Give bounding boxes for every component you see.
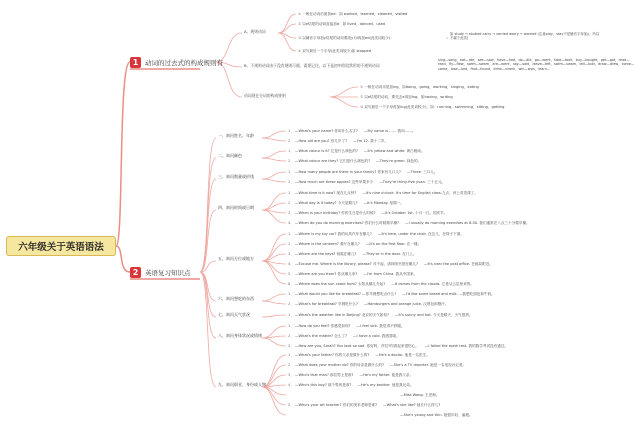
sentence-row [288,302,448,306]
rule-irregular-verbs[interactable]: B、不规则动词由于没有规则可循，需要记住，以下是初中阶段常用的不规则动词 [244,63,380,68]
sentence-row [288,373,413,377]
question-text: —Where are the keys? 钥匙在哪儿? [294,252,357,256]
rule-present-participle[interactable]: 动词现在分词的构成规则 [244,93,286,98]
answer-text: —I failed the math test. 我的数学考试没有通过。 [424,344,509,348]
question-text: —How old are you? 你几岁了? [294,139,347,143]
topic-node[interactable]: 三、询问数量或价钱 [218,174,254,179]
connector-line [330,87,358,97]
sentence-number: 2、 [288,139,294,143]
connector-line [116,62,130,246]
sentence-number: 3、 [288,344,294,348]
answer-text: —They're green. 绿色的。 [376,159,422,163]
branch-number-badge: 2 [130,267,141,278]
connector-line [262,261,286,284]
question-text: —What would you like for breakfast? —你早餐想吃点什么? [294,292,397,296]
sentence-number: 1、 [288,149,294,153]
sentence-row [288,252,416,256]
connector-line [200,272,216,338]
root-label: 六年级关于英语语法 [18,242,104,253]
rule-item: ①一般在动词末尾加ing，如doing，going，working，singing，eating [360,85,479,89]
sentence-row [288,221,530,225]
question-text: —Where are you from? 你从哪儿来? [294,272,358,276]
question-text: —What's your father? 你的父亲是做什么的? [294,353,370,357]
question-text: —How many people are there in your family? 你家有几口人? [294,170,401,174]
answer-text: —I feel sick. 我觉得不舒服。 [356,324,405,328]
rule-item: ③双写最后一个字母再加ing(此类词较少)，如：running，swimming，sitting，getting [360,105,505,109]
connector-line [262,336,286,338]
answer-text: —What's she like? 她长什么样儿? [383,403,441,407]
sentence-number: 2、 [288,334,294,338]
answer-text: —He's a doctor. 他是一名医生。 [375,353,430,357]
answer-text: —They're thirty-five yuan. 三十五元。 [379,180,446,184]
connector-line [262,294,286,301]
answer-text: —I'd like some bread and milk. —我想吃面包和牛奶。 [402,292,495,296]
sentence-row [288,159,421,163]
sentence-number: 4、 [288,383,294,387]
sentence-row [288,149,425,153]
answer-text: —It's near the post office. 在邮局附近。 [423,262,493,266]
sentence-row [288,403,440,407]
question-text: —What time is it now? 现在几点钟? [294,191,357,195]
sentence-number: 1、 [288,170,294,174]
sentence-row [288,363,466,367]
sentence-row [400,413,473,417]
question-text: —Where is my toy car? 我的玩具汽车在哪儿? [294,232,372,236]
sentence-number: 2、 [288,242,294,246]
root-node[interactable] [6,236,116,256]
connector-line [262,138,286,141]
topic-node[interactable]: 六、询问想吃的东西 [218,296,254,301]
sentence-number: 1、 [288,353,294,357]
connector-line [262,151,286,158]
connector-line [262,158,286,161]
connector-line [262,301,286,304]
sentence-row [288,139,388,143]
sentence-number: 3、 [288,373,294,377]
connector-line [262,179,286,182]
answer-text: —I'm from China. 我从中国来。 [363,272,418,276]
question-text: —Excuse me. Where is the library, please? 对不起，请问图书馆在哪儿? [294,262,418,266]
answer-text: —It's on the first floor. 在一楼。 [365,242,422,246]
rule-note: 如 study → studied carry → carried worry → worried (注意play，stay不是辅音字母加y，所以不属于此类) [450,32,600,41]
question-text: —What's the weather like in Beijing? 北京的天气如何? [294,313,389,317]
sentence-row [288,344,508,348]
question-text: —How much are these apples? 这些苹果多少 [294,180,374,184]
sentence-row [288,180,445,184]
topic-node[interactable]: 一、询问姓名、年龄 [218,133,254,138]
answer-text: —It's Monday. 星期一。 [363,201,404,205]
connector-line [262,338,286,346]
sentence-row [288,353,430,357]
sentence-row [288,313,473,317]
branch-review[interactable] [130,265,191,279]
question-text: —How are you, Sarah? You look so sad. 你好吗，莎拉?你看起来很伤心。 [294,344,419,348]
connector-line [116,246,130,272]
question-text: —Who's that man? 那位男士是谁? [294,373,354,377]
sentence-row [288,324,404,328]
sentence-number: 2、 [288,201,294,205]
branch-number-badge: 1 [130,57,141,68]
question-text: —What colour is it? 它是什么颜色的? [294,149,358,153]
question-text: —Who's this boy? 那个男孩是谁? [294,383,352,387]
rule-item: ③以辅音字母加y结尾的动词要改y为i再加ed(此类词较少)： [298,36,394,40]
answer-text: —It's here, under the chair. 在这儿，在椅子下面。 [377,232,464,236]
question-text: —Where does the sun come from? 太阳从哪儿升起? [294,282,386,286]
answer-text: —It comes from the clouds. 它是从云层里来的。 [391,282,474,286]
connector-line [262,172,286,179]
sentence-row [288,282,474,286]
sentence-row [288,232,464,236]
sentence-number: 4、 [288,262,294,266]
sentence-number: 5、 [288,272,294,276]
answer-text: —He's my brother. 他是我兄弟。 [357,383,414,387]
answer-text: —I usually do morning exercises at 8:30. 我们通常在八点三十分做早操。 [405,221,530,225]
sentence-number: 3、 [288,211,294,215]
answer-text: —It's yellow and white. 黄白相间。 [363,149,425,153]
connector-line [262,131,286,138]
answer-text: —Three. 三口人。 [406,170,438,174]
sentence-row [288,201,404,205]
sentence-number: 1、 [288,292,294,296]
sentence-number: 5、 [288,403,294,407]
sentence-number: 3、 [288,252,294,256]
question-text: —How do you feel? 你感觉如何? [294,324,351,328]
question-text: —What's your name? 你叫什么名字? [294,129,358,133]
answer-text: —They're in the door. 在门上。 [362,252,417,256]
sentence-row [288,170,437,174]
sentence-row [288,242,421,246]
question-text: —What day is it today? 今天星期几? [294,201,358,205]
question-text: —What's the matter? 怎么了? [294,334,347,338]
answer-text: —I'm 12. 我十二岁。 [352,139,389,143]
sentence-number: 2、 [288,180,294,184]
answer-text: —I have a cold. 我感冒啦。 [352,334,400,338]
question-text: —When is your birthday? 你的生日是什么时候? [294,211,376,215]
topic-node[interactable]: 五、询问方位或地方 [218,256,254,261]
connector-line [262,193,286,210]
answer-text: —My name is……. 我叫……。 [363,129,416,133]
branch-past-tense[interactable] [130,55,223,69]
connector-line [278,24,296,33]
answer-text: —He's my father. 他是我父亲。 [359,373,414,377]
answer-text: —It's nine o'clock. It's time for English class.九点，该上英语课了。 [362,191,478,195]
sentence-number: 6、 [288,282,294,286]
sentence-row [288,272,417,276]
sentence-number: 2、 [288,159,294,163]
answer-text: —Miss Wang. 王老师。 [400,393,440,397]
connector-line [330,97,358,107]
topic-node[interactable]: 四、询问时间或日期 [218,205,254,210]
answer-text: —She's young and thin. 她很年轻、偏瘦。 [400,413,473,417]
branch-title: 英语复习知识点 [145,268,191,277]
sentence-number: 1、 [288,191,294,195]
question-text: —Who's your art teacher? 你们的美术老师是谁? [294,403,378,407]
topic-node[interactable]: 七、询问天气状况 [218,312,250,317]
sentence-number: 1、 [288,324,294,328]
topic-node[interactable]: 八、询问身体状况或情绪 [218,333,262,338]
irregular-verb-list: sing—sang，eat—ate，see—saw，have—had，do—did，go—went，take—took，buy—bought，get—got，read—read，fly—flew，swim—swam，are—were，say—said，leave—left，swim—swam，tell—told，draw—drew，come—came，lose—lost，find—found，drink—drank，win—won，learn… [438,58,635,71]
topic-node[interactable]: 九、询问职业、身份或人物 [218,382,266,387]
rule-regular-verbs[interactable]: A、规则动词 [244,29,266,34]
sentence-number: 2、 [288,363,294,367]
sentence-number: 2、 [288,302,294,306]
branch-title: 动词的过去式的构成规则有 [145,58,223,67]
sentence-row [288,292,495,296]
rule-item: ②以e结尾的动词直接加d：如 lived，danced，used [298,22,386,26]
sentence-number: 1、 [288,232,294,236]
sentence-number: 4、 [288,221,294,225]
connector-line [262,315,286,317]
sentence-row [288,334,400,338]
question-text: —What does your mother do? 你的母亲是做什么的? [294,363,384,367]
question-text: —When do you do morning exercises? 你们什么时候做早操? [294,221,400,225]
rule-item: ①一般在动词后面加ed：如 worked，learned，cleaned，visited [298,12,408,16]
sentence-number: 1、 [288,129,294,133]
question-text: —What colour are they? 它们是什么颜色的? [294,159,371,163]
answer-text: —Hamburgers and orange juice. 汉堡包和橙汁。 [363,302,449,306]
question-text: —What's for breakfast? 早餐吃什么? [294,302,358,306]
connector-line [278,14,296,33]
sentence-row [288,262,493,266]
sentence-row [288,129,415,133]
topic-node[interactable]: 二、询问颜色 [218,153,242,158]
answer-text: —It's October 1st. 十月一日。国庆节。 [381,211,448,215]
answer-text: —She's a TV reporter. 她是一名电视台记者。 [390,363,467,367]
sentence-row [400,393,439,397]
rule-item: ②以e结尾的动词，要先去e再加ing，如having，writing [360,95,453,99]
question-text: —Where is the canteen? 餐厅在哪儿? [294,242,360,246]
sentence-row [288,383,413,387]
rule-item: ④双写最后一个字母(此类词较少)如 stopped [298,49,372,53]
sentence-number: 1、 [288,313,294,317]
answer-text: —It's sunny and hot. 今天是晴天，天气很热。 [394,313,473,317]
sentence-row [288,191,478,195]
sentence-row [288,211,447,215]
